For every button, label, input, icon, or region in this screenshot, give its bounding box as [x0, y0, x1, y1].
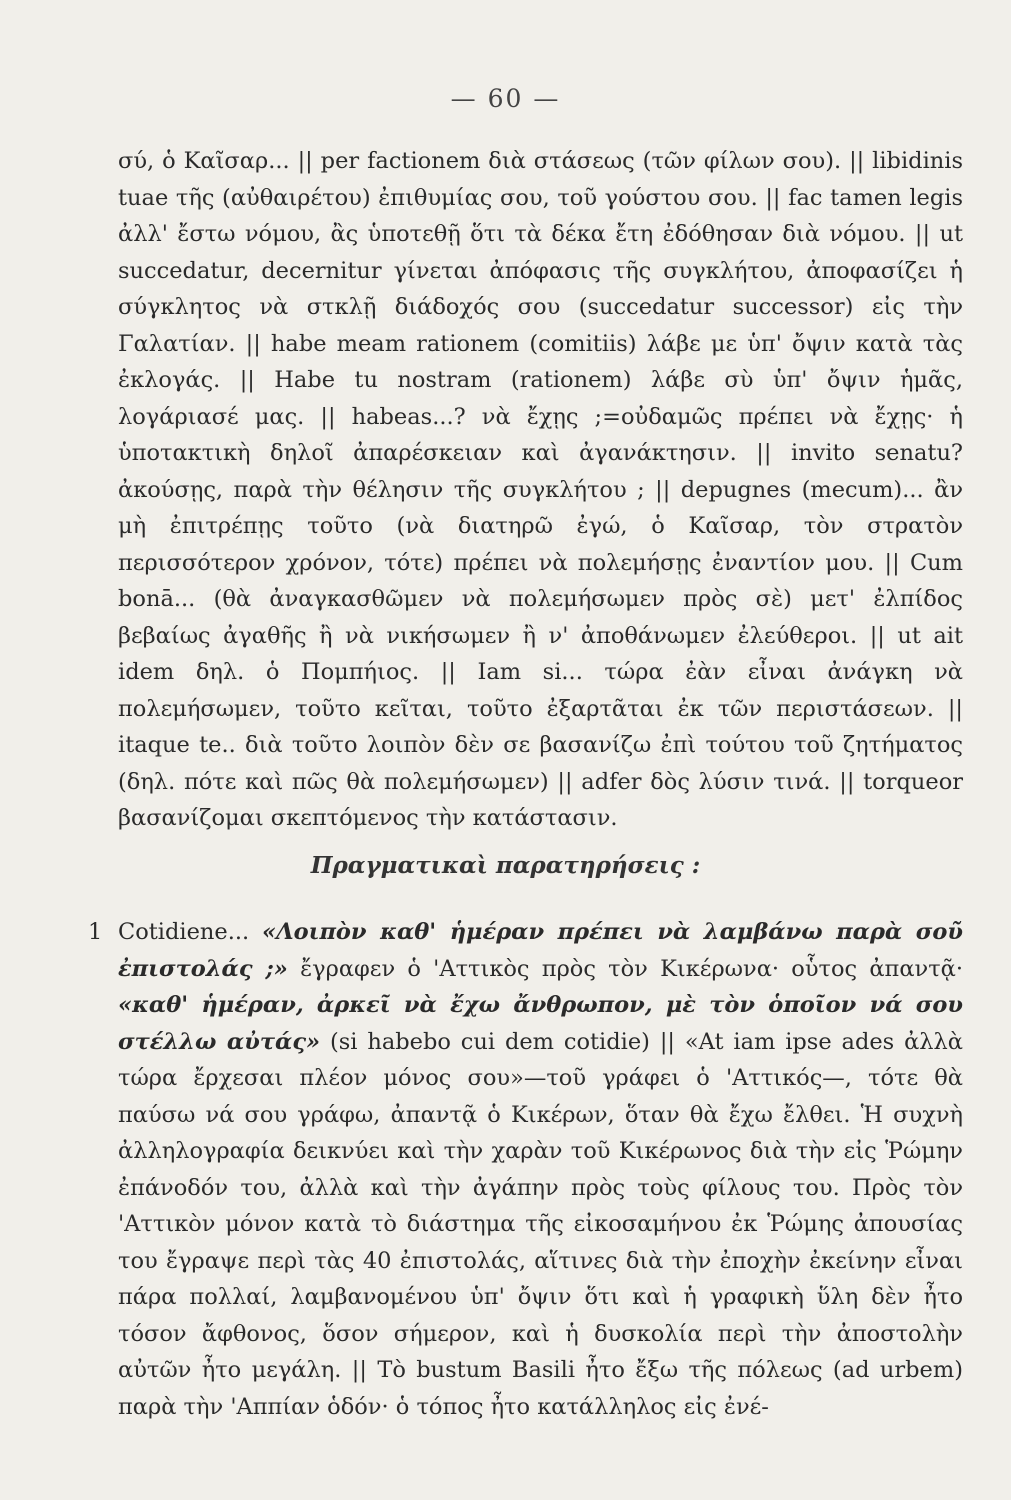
footnote-text-2: (si habebo cui dem cotidie) || «At iam ipse ades ἀλλὰ τώρα ἔρχεσαι πλέον μόνος σου»—τοῦ γράφει ὁ 'Αττικός—, τότε θὰ παύσω νά σου γράφω, ἀπαντᾷ ὁ Κικέρων, ὅταν θὰ ἔχω ἔλθει. Ἡ συχνὴ ἀλληλογραφία δεικνύει καὶ τὴν χαρὰν τοῦ Κικέρωνος διὰ τὴν εἰς Ῥώμην ἐπάνοδόν του, ἀλλὰ καὶ τὴν ἀγάπην πρὸς τοὺς φίλους του. Πρὸς τὸν 'Αττικὸν μόνον κατὰ τὸ διάστημα τῆς εἰκοσαμήνου ἐκ Ῥώμης ἀπουσίας του ἔγραψε περὶ τὰς 40 ἐπιστολάς, αἵτινες διὰ τὴν ἐποχὴν ἐκείνην εἶναι πάρα πολλαί, λαμβανομένου ὑπ' ὄψιν ὅτι καὶ ἡ γραφικὴ ὕλη δὲν ἦτο τόσον ἄφθονος, ὅσον σήμερον, καὶ ἡ δυσκολία περὶ τὴν ἀποστολὴν αὐτῶν ἦτο μεγάλη. || Τὸ bustum Basili ἦτο ἔξω τῆς πόλεως (ad urbem) παρὰ τὴν 'Αππίαν ὁδόν· ὁ τόπος ἦτο κατάλληλος εἰς ἐνέ-	[118, 1028, 963, 1420]
footnote-text	[118, 914, 963, 1425]
section-heading: Πραγματικαὶ παρατηρήσεις :	[310, 852, 701, 879]
commentary-text	[118, 143, 963, 837]
commentary-paragraph: σύ, ὁ Καῖσαρ... || per factionem διὰ στάσεως (τῶν φίλων σου). || libidinis tuae τῆς (αὐθαιρέτου) ἐπιθυμίας σου, τοῦ γούστου σου. || fac tamen legis ἀλλ' ἔστω νόμου, ἂς ὑποτεθῇ ὅτι τὰ δέκα ἔτη ἐδόθησαν διὰ νόμου. || ut succedatur, decernitur γίνεται ἀπόφασις τῆς συγκλήτου, ἀποφασίζει ἡ σύγκλητος νὰ στκλῇ διάδοχός σου (succedatur successor) εἰς τὴν Γαλατίαν. || habe meam rationem (comitiis) λάβε με ὑπ' ὄψιν κατὰ τὰς ἐκλογάς. || Habe tu nostram (rationem) λάβε σὺ ὑπ' ὄψιν ἡμᾶς, λογάριασέ μας. || habeas...? νὰ ἔχῃς ;=οὐδαμῶς πρέπει νὰ ἔχῃς· ἡ ὑποτακτικὴ δηλοῖ ἀπαρέσκειαν καὶ ἀγανάκτησιν. || invito senatu? ἀκούσῃς, παρὰ τὴν θέλησιν τῆς συγκλήτου ; || depugnes (mecum)... ἂν μὴ ἐπιτρέπῃς τοῦτο (νὰ διατηρῶ ἐγώ, ὁ Καῖσαρ, τὸν στρατὸν περισσότερον χρόνον, τότε) πρέπει νὰ πολεμήσῃς ἐναντίον μου. || Cum bonā... (θὰ ἀναγκασθῶμεν νὰ πολεμήσωμεν πρὸς σὲ) μετ' ἐλπίδος βεβαίως ἀγαθῆς ἢ νὰ νικήσωμεν ἢ ν' ἀποθάνωμεν ἐλεύθεροι. || ut ait idem δηλ. ὁ Πομπήιος. || Iam si... τώρα ἐὰν εἶναι ἀνάγκη νὰ πολεμήσωμεν, τοῦτο κεῖται, τοῦτο ἐξαρτᾶται ἐκ τῶν περιστάσεων. || itaque te.. διὰ τοῦτο λοιπὸν δὲν σε βασανίζω ἐπὶ τούτου τοῦ ζητήματος (δηλ. πότε καὶ πῶς θὰ πολεμήσωμεν) || adfer δὸς λύσιν τινά. || torqueor βασανίζομαι σκεπτόμενος τὴν κατάστασιν.	[118, 148, 963, 831]
footnote-lemma: Cotidiene...	[118, 919, 250, 945]
page-number: — 60 —	[450, 84, 561, 113]
footnote-number: 1	[88, 919, 103, 945]
footnote	[88, 914, 963, 1425]
footnote-quote-2: «καθ' ἡμέραν, ἀρκεῖ νὰ ἔχω ἄνθρωπον, μὲ τὸν ὁποῖον νά σου στέλλω αὐτάς»	[118, 992, 963, 1055]
footnote-text-1: ἔγραφεν ὁ 'Αττικὸς πρὸς τὸν Κικέρωνα· οὗτος ἀπαντᾷ·	[300, 955, 963, 982]
footnote-quote-1: «Λοιπὸν καθ' ἡμέραν πρέπει νὰ λαμβάνω παρὰ σοῦ ἐπιστολάς ;»	[118, 919, 963, 982]
